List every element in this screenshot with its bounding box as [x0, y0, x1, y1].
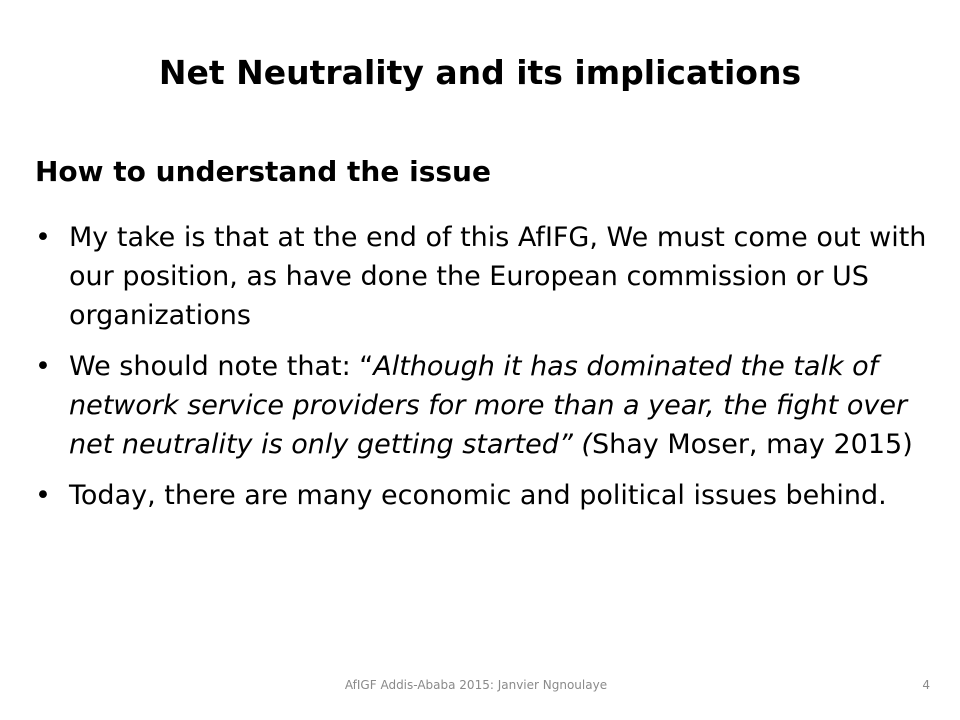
- bullet-item: [35, 218, 935, 335]
- bullet-text: Today, there are many economic and political issues behind.: [69, 480, 887, 511]
- page-number: 4: [922, 678, 930, 692]
- bullet-item: [35, 347, 935, 464]
- bullet-icon: •: [35, 351, 51, 382]
- slide-title: Net Neutrality and its implications: [158, 53, 802, 92]
- bullet-quote: Although it has dominated the talk of network service providers for more than a year, the fight over net neutrality is only getting started” (: [69, 351, 908, 460]
- bullet-icon: •: [35, 222, 51, 253]
- slide-subheading: How to understand the issue: [35, 155, 491, 188]
- bullet-text: My take is that at the end of this AfIFG, We must come out with our position, as have done the European commission or US organizations: [69, 222, 927, 331]
- bullet-list: [35, 218, 935, 527]
- bullet-icon: •: [35, 480, 51, 511]
- bullet-item: [35, 476, 935, 515]
- bullet-citation: Shay Moser, may 2015): [591, 429, 913, 460]
- bullet-text-prefix: We should note that: “: [69, 351, 374, 382]
- slide-footer: AfIGF Addis-Ababa 2015: Janvier Ngnoulaye: [344, 678, 608, 692]
